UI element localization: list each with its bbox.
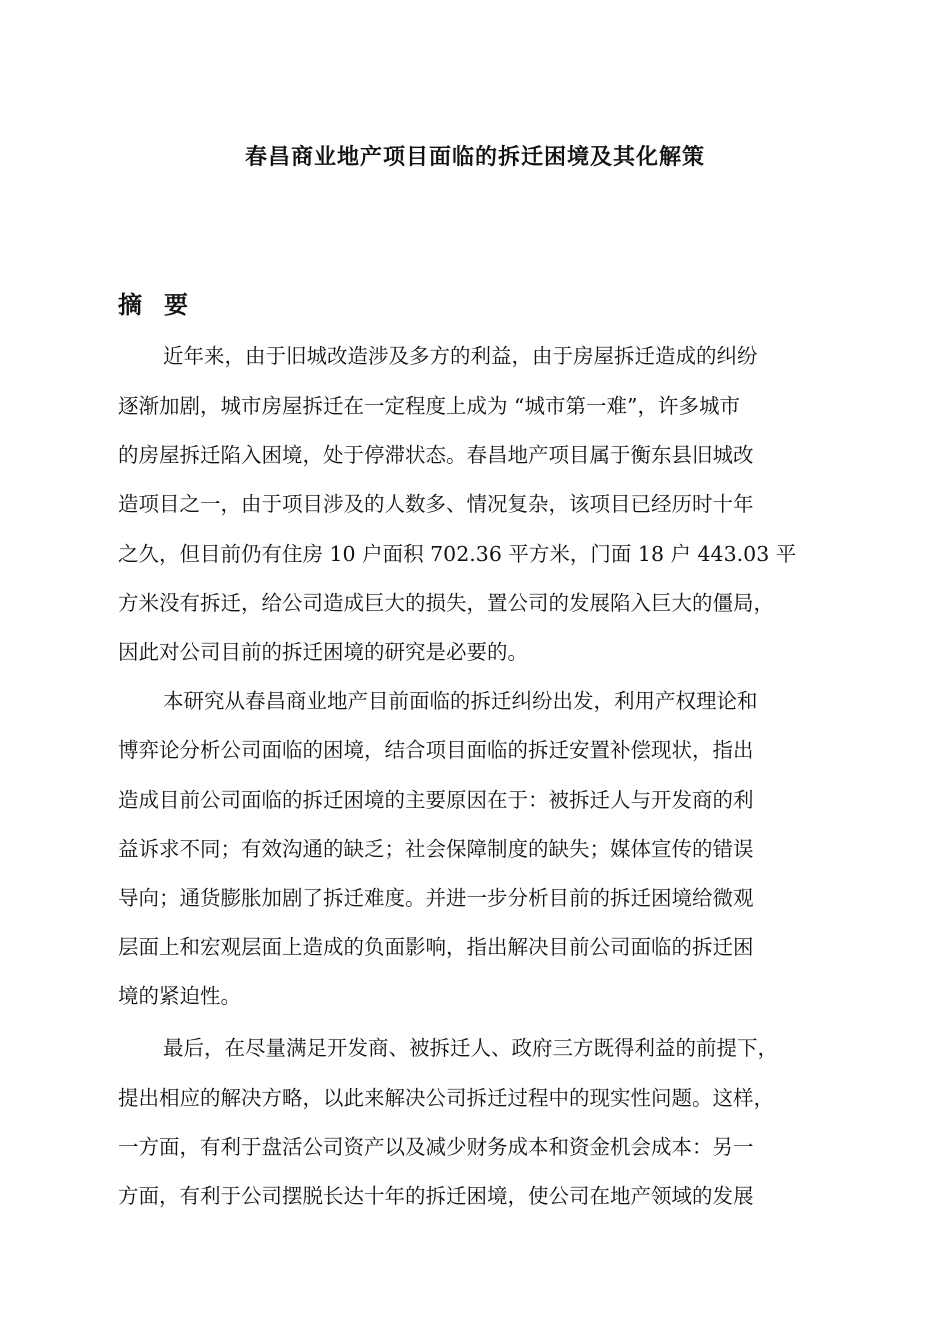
paragraph-line: 逐渐加剧，城市房屋拆迁在一定程度上成为 “城市第一难”，许多城市 (118, 394, 740, 418)
paragraph-line: 层面上和宏观层面上造成的负面影响，指出解决目前公司面临的拆迁困 (118, 935, 754, 959)
abstract-heading-char-2: 要 (164, 290, 188, 319)
paragraph-line: 造成目前公司面临的拆迁困境的主要原因在于：被拆迁人与开发商的利 (118, 788, 754, 812)
paragraph-line: 博弈论分析公司面临的困境，结合项目面临的拆迁安置补偿现状，指出 (118, 738, 754, 762)
paragraph-line: 本研究从春昌商业地产目前面临的拆迁纠纷出发，利用产权理论和 (163, 689, 758, 713)
paragraph-line: 近年来，由于旧城改造涉及多方的利益，由于房屋拆迁造成的纠纷 (163, 344, 758, 368)
paragraph-line: 益诉求不同；有效沟通的缺乏；社会保障制度的缺失；媒体宣传的错误 (118, 837, 754, 861)
paragraph-line: 的房屋拆迁陷入困境，处于停滞状态。春昌地产项目属于衡东县旧城改 (118, 443, 754, 467)
paragraph-line: 导向；通货膨胀加剧了拆迁难度。并进一步分析目前的拆迁困境给微观 (118, 886, 754, 910)
abstract-heading-char-1: 摘 (118, 290, 142, 319)
paragraph-line: 提出相应的解决方略，以此来解决公司拆迁过程中的现实性问题。这样， (118, 1086, 774, 1110)
paragraph-line: 方米没有拆迁，给公司造成巨大的损失，置公司的发展陷入巨大的僵局， (118, 591, 774, 615)
paragraph-line: 因此对公司目前的拆迁困境的研究是必要的。 (118, 640, 528, 664)
paragraph-line: 境的紧迫性。 (118, 984, 241, 1008)
paragraph-line: 方面，有利于公司摆脱长达十年的拆迁困境，使公司在地产领域的发展 (118, 1184, 754, 1208)
paragraph-line: 之久，但目前仍有住房 10 户面积 702.36 平方米，门面 18 户 443.03 平 (118, 542, 797, 566)
paragraph-line: 造项目之一，由于项目涉及的人数多、情况复杂，该项目已经历时十年 (118, 492, 754, 516)
document-title: 春昌商业地产项目面临的拆迁困境及其化解策 (244, 144, 705, 170)
paragraph-line: 一方面，有利于盘活公司资产以及减少财务成本和资金机会成本：另一 (118, 1135, 754, 1159)
abstract-heading (118, 288, 188, 322)
paragraph-line: 最后，在尽量满足开发商、被拆迁人、政府三方既得利益的前提下， (163, 1036, 778, 1060)
